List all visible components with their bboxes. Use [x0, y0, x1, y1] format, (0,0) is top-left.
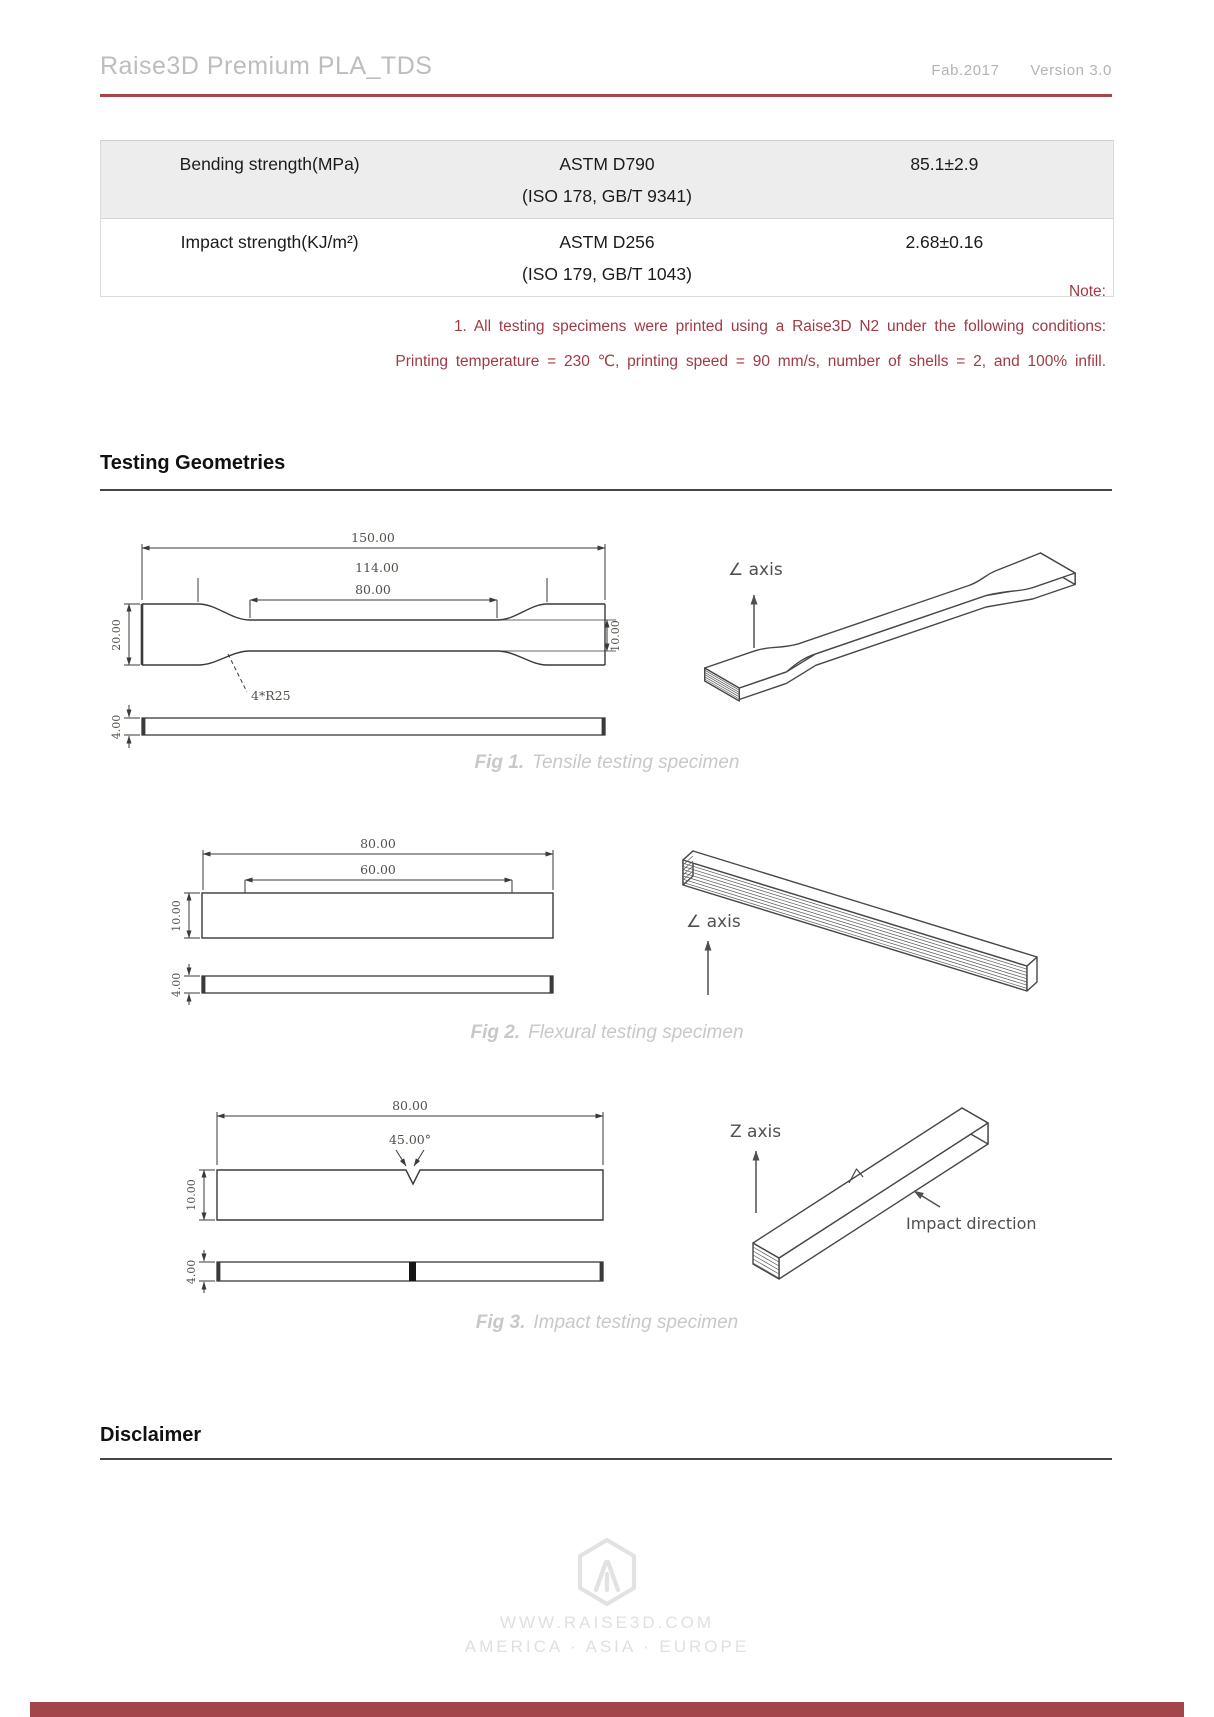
dimension-label: 20.00	[110, 619, 123, 651]
property-name: Impact strength(KJ/m²)	[180, 232, 359, 252]
table-row	[101, 141, 1113, 219]
dimension-label: 10.00	[170, 900, 183, 932]
dimension-label: 150.00	[351, 530, 395, 545]
figure-caption-label: Fig 3.	[475, 1312, 526, 1333]
notch-mark	[409, 1262, 416, 1281]
test-method-iso: (ISO 179, GB/T 1043)	[522, 264, 692, 284]
fig3-3d-view	[620, 1055, 1160, 1305]
figure-caption: Fig 3. Impact testing specimen	[475, 1312, 739, 1333]
property-value: 2.68±0.16	[905, 232, 984, 252]
figure-caption: Fig 1. Tensile testing specimen	[474, 752, 740, 773]
fig2-flexural-drawing	[95, 833, 625, 1008]
test-method: ASTM D256	[559, 232, 655, 252]
section-heading-disclaimer: Disclaimer	[100, 1424, 202, 1446]
note-label: Note:	[1068, 283, 1106, 300]
impact-direction-label: Impact direction	[906, 1214, 1037, 1233]
header-date: Fab.2017	[931, 62, 1000, 79]
footer-website: WWW.RAISE3D.COM	[499, 1613, 715, 1632]
figure-caption-label: Fig 1.	[474, 752, 525, 773]
figure-caption: Fig 2. Flexural testing specimen	[470, 1022, 744, 1043]
properties-table	[100, 140, 1114, 297]
dimension-label: 80.00	[392, 1098, 428, 1113]
test-method-iso: (ISO 178, GB/T 9341)	[522, 186, 692, 206]
test-method: ASTM D790	[559, 154, 655, 174]
dimension-label: 10.00	[185, 1179, 198, 1211]
dimension-label: 80.00	[355, 582, 391, 597]
property-name: Bending strength(MPa)	[179, 154, 360, 174]
dimension-label: 114.00	[355, 560, 399, 575]
dimension-label: 60.00	[360, 862, 396, 877]
section-heading-testing-geometries: Testing Geometries	[100, 452, 286, 474]
fig1-tensile-drawing	[95, 528, 625, 748]
fig1-3d-view	[630, 485, 1150, 735]
dimension-label: 10.00	[609, 620, 622, 652]
dimension-label: 45.00°	[388, 1132, 432, 1147]
z-axis-label: ∠ axis	[728, 560, 783, 580]
dimension-label: 80.00	[360, 836, 396, 851]
header-meta	[905, 62, 1112, 79]
impact-direction-arrow	[914, 1191, 940, 1207]
document-title: Raise3D Premium PLA_TDS	[100, 52, 433, 80]
footer-regions: AMERICA · ASIA · EUROPE	[464, 1637, 750, 1656]
fig3-impact-drawing	[95, 1095, 625, 1295]
header-version: Version 3.0	[1030, 62, 1112, 79]
note-line-1: 1. All testing specimens were printed using a Raise3D N2 under the following conditions:	[453, 318, 1106, 335]
figure-caption-label: Fig 2.	[470, 1022, 521, 1043]
z-axis-label: ∠ axis	[686, 912, 741, 932]
raise3d-logo-icon	[565, 1534, 649, 1610]
note-line-2: Printing temperature = 230 ℃, printing speed = 90 mm/s, number of shells = 2, and 100% infill.	[395, 353, 1106, 370]
section-divider	[100, 1458, 1112, 1460]
dimension-label: 4.00	[185, 1259, 198, 1285]
bottom-accent-bar	[30, 1702, 1184, 1717]
dimension-label: 4.00	[110, 714, 123, 740]
header-divider	[100, 94, 1112, 97]
fig2-3d-view	[600, 795, 1130, 1025]
z-axis-label: Z axis	[730, 1122, 782, 1142]
dimension-label: 4.00	[170, 972, 183, 998]
dimension-label: 4*R25	[251, 688, 291, 703]
property-value: 85.1±2.9	[910, 154, 979, 174]
